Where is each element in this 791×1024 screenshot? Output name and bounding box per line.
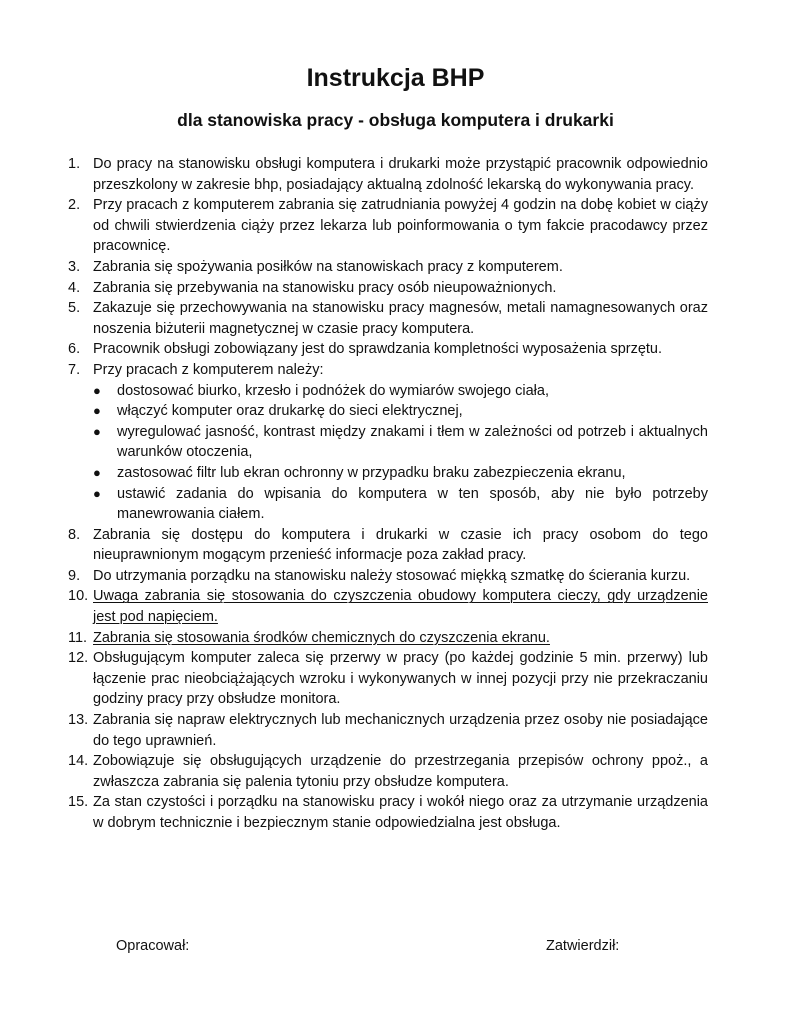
list-item [68, 360, 708, 525]
bullet-item [93, 463, 708, 484]
bullet-item [93, 381, 708, 402]
item-number: 5. [68, 300, 81, 317]
list-item [68, 628, 708, 649]
list-item [68, 278, 708, 299]
item-text: Zabrania się napraw elektrycznych lub mechanicznych urządzenia przez osoby nie posiadające do tego uprawnień. [93, 712, 708, 749]
list-item [68, 710, 708, 751]
approved-by-label: Zatwierdził: [546, 938, 620, 954]
item-text: Zobowiązuje się obsługujących urządzenie do przestrzegania przepisów ochrony ppoż., a zwłaszcza zabrania się palenia tytoniu przy obsłudze komputera. [93, 753, 708, 790]
item-number: 12. [68, 650, 89, 667]
item-text: Zakazuje się przechowywania na stanowisku pracy magnesów, metali namagnesowanych oraz noszenia biżuterii magnetycznej w czasie pracy komputera. [93, 300, 708, 337]
item-number: 8. [68, 526, 81, 543]
bullet-icon: ● [93, 464, 101, 480]
document-subtitle: dla stanowiska pracy - obsługa komputera i drukarki [177, 110, 614, 130]
item-text: Przy pracach z komputerem zabrania się zatrudniania powyżej 4 godzin na dobę kobiet w ciąży od chwili stwierdzenia ciąży przez lekarza lub poinformowania o tym fakcie pracodawcy przez pracownicę. [93, 197, 708, 255]
item-text-underlined: Zabrania się stosowania środków chemicznych do czyszczenia ekranu. [93, 629, 550, 646]
item-number: 1. [68, 156, 81, 172]
item-number: 2. [68, 197, 81, 214]
item-text: Do pracy na stanowisku obsługi komputera i drukarki może przystąpić pracownik odpowiednio przeszkolony w zakresie bhp, posiadający aktualną zdolność lekarską do wykonywania pracy. [93, 156, 708, 193]
list-item [68, 257, 708, 278]
item-number: 14. [68, 753, 89, 770]
bullet-text: dostosować biurko, krzesło i podnóżek do wymiarów swojego ciała, [117, 382, 549, 399]
bullet-item [93, 422, 708, 463]
list-item [68, 154, 708, 195]
item-text: Zabrania się spożywania posiłków na stanowiskach pracy z komputerem. [93, 258, 563, 275]
item-number: 7. [68, 361, 81, 378]
list-item [68, 339, 708, 360]
bullet-text: włączyć komputer oraz drukarkę do sieci elektrycznej, [117, 403, 463, 420]
list-item [68, 525, 708, 566]
bullet-icon: ● [93, 423, 101, 439]
item-number: 11. [68, 629, 88, 646]
item-text: Zabrania się przebywania na stanowisku pracy osób nieupoważnionych. [93, 279, 557, 296]
list-item [68, 648, 708, 710]
item-text-underlined: Uwaga zabrania się stosowania do czyszczenia obudowy komputera cieczy, gdy urządzenie jest pod napięciem. [93, 588, 708, 626]
item-text: Do utrzymania porządku na stanowisku należy stosować miękką szmatkę do ścierania kurzu. [93, 567, 691, 584]
item-number: 6. [68, 341, 81, 358]
list-item [68, 566, 708, 587]
bullet-icon: ● [93, 382, 101, 398]
bullet-text: ustawić zadania do wpisania do komputera w ten sposób, aby nie było potrzeby manewrowania ciałem. [117, 485, 708, 523]
item-text: Pracownik obsługi zobowiązany jest do sprawdzania kompletności wyposażenia sprzętu. [93, 341, 663, 358]
document-title: Instrukcja BHP [306, 64, 485, 92]
bullet-icon: ● [93, 403, 101, 419]
item-number: 10. [68, 588, 89, 605]
item-number: 13. [68, 712, 89, 729]
list-item [68, 751, 708, 792]
list-item [68, 792, 708, 833]
item-text: Obsługującym komputer zaleca się przerwy w pracy (po każdej godzinie 5 min. przerwy) lub łączenie prac nieobciążających wzroku i wykonywanych w innej pozycji przy nie przekraczaniu godziny pracy przy obsłudze monitora. [93, 650, 708, 708]
list-item [68, 195, 708, 257]
item-number: 3. [68, 258, 81, 275]
item-number: 15. [68, 794, 89, 811]
bullet-item [93, 484, 708, 525]
bullet-item [93, 401, 708, 422]
item-text: Przy pracach z komputerem należy: [93, 361, 324, 378]
bullet-text: zastosować filtr lub ekran ochronny w przypadku braku zabezpieczenia ekranu, [117, 464, 626, 481]
instruction-list [68, 154, 708, 834]
bullet-icon: ● [93, 485, 101, 501]
bullet-text: wyregulować jasność, kontrast między znakami i tłem w zależności od potrzeb i aktualnych warunków otoczenia, [117, 423, 708, 461]
item-number: 9. [68, 567, 81, 584]
item-text: Za stan czystości i porządku na stanowisku pracy i wokół niego oraz za utrzymanie urządzenia w dobrym technicznie i bezpiecznym stanie odpowiedzialna jest obsługa. [93, 794, 708, 831]
prepared-by-label: Opracował: [116, 938, 190, 954]
list-item [68, 586, 708, 627]
list-item [68, 298, 708, 339]
item-text: Zabrania się dostępu do komputera i drukarki w czasie ich pracy osobom do tego nieuprawnionym mogącym przenieść informacje poza zakład pracy. [93, 526, 708, 564]
bullet-list [93, 381, 708, 525]
item-number: 4. [68, 279, 81, 296]
